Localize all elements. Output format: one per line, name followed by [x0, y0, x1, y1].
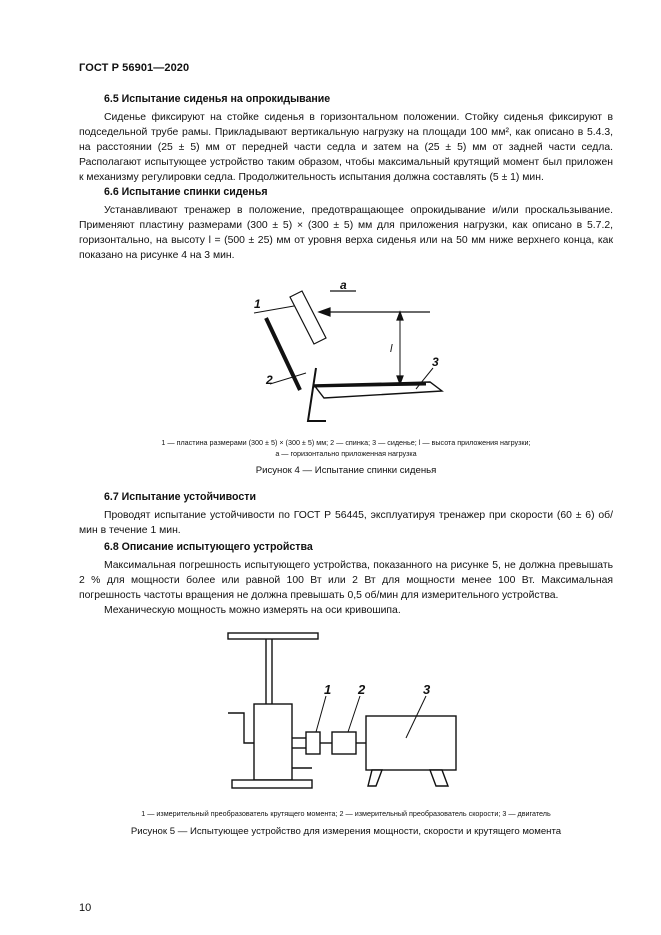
- section-title-6-7: 6.7 Испытание устойчивости: [104, 491, 256, 503]
- label-1-leader: [316, 696, 326, 732]
- speed-sensor-2: [332, 732, 356, 754]
- motor-3: [366, 716, 456, 770]
- page-number: 10: [79, 902, 92, 914]
- torque-sensor-1: [306, 732, 320, 754]
- base-plate: [232, 780, 312, 788]
- frame-post: [254, 704, 292, 780]
- paragraph: Механическую мощность можно измерять на оси кривошипа.: [104, 605, 401, 616]
- paragraph: Проводят испытание устойчивости по ГОСТ Р 56445, эксплуатируя тренажер при скорости (60 ± 6) об/мин в течение 1 мин.: [79, 510, 613, 536]
- label-1: 1: [254, 297, 261, 311]
- figure-5-legend: 1 — измерительный преобразователь крутящего момента; 2 — измерительный преобразователь скорости; 3 — двигатель: [141, 809, 551, 818]
- section-title-6-6: 6.6 Испытание спинки сиденья: [104, 186, 268, 198]
- motor-foot-left: [368, 770, 382, 786]
- label-a: a: [340, 278, 347, 292]
- figure-4-drawing: [230, 278, 480, 428]
- section-title-6-5: 6.5 Испытание сиденья на опрокидывание: [104, 93, 331, 105]
- figure-5-caption: Рисунок 5 — Испытующее устройство для измерения мощности, скорости и крутящего момента: [130, 826, 562, 837]
- label-l: l: [390, 343, 393, 355]
- figure-4-caption: Рисунок 4 — Испытание спинки сиденья: [255, 465, 437, 476]
- load-arrowhead: [319, 308, 330, 316]
- load-plate: [290, 291, 326, 344]
- dimension-arrow-top: [397, 312, 403, 320]
- paragraph: Максимальная погрешность испытующего устройства, показанного на рисунке 5, не должна превышать 2 % для мощности более или равной 100 Вт или 2 Вт для мощности менее 100 Вт. Максимальная погрешность частоты вращения не должна превышать 0,5 об/мин для измерительного устройства.: [79, 560, 613, 601]
- label-2: 2: [358, 682, 366, 697]
- section-title-6-8: 6.8 Описание испытующего устройства: [104, 541, 313, 553]
- section-6-5-body: [79, 110, 613, 185]
- document-header: ГОСТ Р 56901—2020: [79, 62, 190, 74]
- section-6-6-body: [79, 203, 613, 263]
- label-2-leader: [270, 373, 306, 384]
- label-2: 2: [266, 373, 273, 387]
- motor-foot-right: [430, 770, 448, 786]
- legend-line: 1 — пластина размерами (300 ± 5) × (300 ± 5) мм; 2 — спинка; 3 — сиденье; l — высота приложения нагрузки;: [161, 438, 531, 447]
- label-3: 3: [432, 355, 439, 369]
- label-3: 3: [423, 682, 431, 697]
- handlebar: [228, 633, 318, 639]
- pedal-arm: [228, 713, 254, 743]
- label-2-leader: [348, 696, 360, 732]
- legend-line: a — горизонтально приложенная нагрузка: [275, 449, 417, 458]
- figure-4-legend: [79, 437, 613, 459]
- section-6-8-body: [79, 558, 613, 618]
- paragraph: Сиденье фиксируют на стойке сиденья в горизонтальном положении. Стойку сиденья фиксируют в подседельной трубе рамы. Прикладывают вертикальную нагрузку на площади 100 мм², как описано в 5.4.3, на расстоянии (25 ± 5) мм от передней части седла и затем на (25 ± 5) мм от задней части седла. Располагают испытующее устройство таким образом, чтобы максимальный крутящий момент был приложен к механизму регулировки седла. Продолжительность испытания должна составлять (5 ± 1) мин.: [79, 112, 613, 183]
- paragraph: Устанавливают тренажер в положение, предотвращающее опрокидывание и/или проскальзывание. Применяют пластину размерами (300 ± 5) × (300 ± 5) мм для приложения нагрузки, как описано в 5.7.2, горизонтально, на высоту l = (500 ± 25) мм от уровня верха сиденья или на 50 мм ниже верхнего конца, как показано на рисунке 4 на 3 мин.: [79, 205, 613, 261]
- figure-5-drawing: [220, 628, 490, 798]
- label-1: 1: [324, 682, 332, 697]
- section-6-7-body: [79, 508, 613, 538]
